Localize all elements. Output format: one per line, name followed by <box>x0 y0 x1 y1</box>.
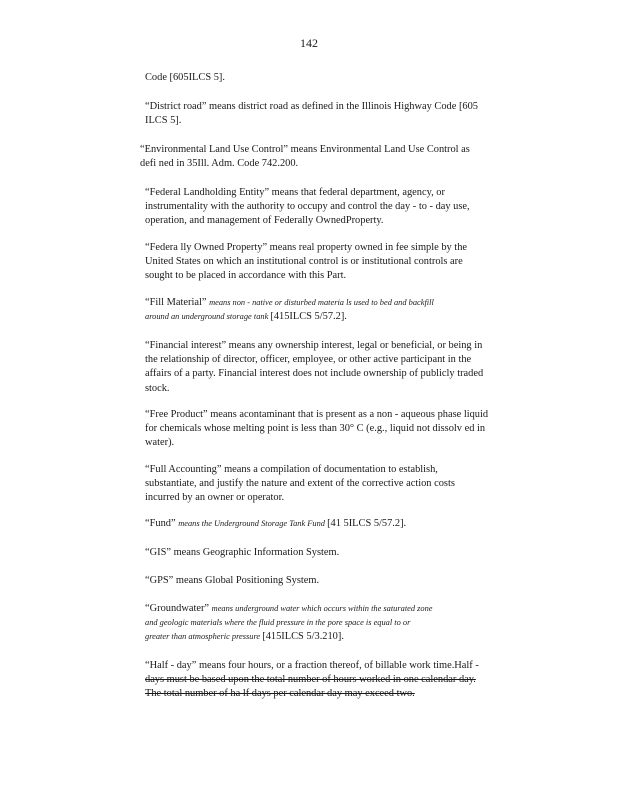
definition-paragraph <box>145 296 537 324</box>
definition-paragraph <box>145 546 537 560</box>
definition-paragraph <box>140 143 528 171</box>
definition-paragraph <box>145 463 537 506</box>
text-line <box>145 310 537 324</box>
text-line: incurred by an owner or operator. <box>145 492 285 504</box>
text-line: “Federa lly Owned Property” means real property owned in fee simple by the <box>145 242 468 253</box>
struck-segment: days must be based upon the total number of hours worked in one calendar day. <box>145 674 476 686</box>
text-line: “Financial interest” means any ownership interest, legal or beneficial, or being in <box>145 340 483 351</box>
text-line: operation, and management of Federally OwnedProperty. <box>145 215 384 227</box>
text-line: stock. <box>145 382 170 394</box>
definition-paragraph <box>145 241 537 284</box>
text-line: ILCS 5]. <box>145 115 182 127</box>
struck-segment: The total number of ha lf days per calendar day may exceed two. <box>145 688 415 700</box>
definition-paragraph <box>145 659 537 702</box>
text-line: “GPS” means Global Positioning System. <box>145 575 320 586</box>
text-line <box>145 517 537 531</box>
text-line: substantiate, and justify the nature and extent of the corrective action costs <box>145 478 455 490</box>
text-segment: [415ILCS 5/57.2]. <box>270 311 347 323</box>
text-segment: “Fill Material” <box>145 297 210 308</box>
text-line: “GIS” means Geographic Information System. <box>145 547 340 558</box>
italic-segment: and geologic materials where the fluid pressure in the pore space is equal to or <box>145 618 411 628</box>
text-line: the relationship of director, officer, employee, or other active participant in the <box>145 354 472 366</box>
italic-segment: means underground water which occurs within the saturated zone <box>211 604 433 613</box>
text-line: “Federal Landholding Entity” means that federal department, agency, or <box>145 187 445 198</box>
definition-paragraph <box>145 100 537 128</box>
definition-paragraph <box>145 186 537 229</box>
text-line <box>145 687 537 701</box>
definition-paragraph <box>145 339 537 396</box>
text-line <box>145 296 537 310</box>
definition-paragraph <box>145 602 537 645</box>
italic-segment: means non - native or disturbed materia ls used to bed and backfill <box>209 298 434 307</box>
text-segment: “Groundwater” <box>145 603 212 614</box>
text-line: sought to be placed in accordance with this Part. <box>145 270 347 282</box>
text-segment: “Half - day” means four hours, or a fraction thereof, of billable work time.Half - <box>145 660 479 671</box>
text-segment: [41 5ILCS 5/57.2]. <box>327 518 407 529</box>
text-line: “Environmental Land Use Control” means Environmental Land Use Control as <box>140 144 470 155</box>
text-line <box>145 659 537 673</box>
definition-paragraph <box>145 71 537 85</box>
text-line: United States on which an institutional control is or institutional controls are <box>145 256 463 268</box>
text-line: affairs of a party. Financial interest does not include ownership of publicly traded <box>145 368 484 380</box>
text-segment: “Fund” <box>145 518 179 529</box>
definition-paragraph <box>145 574 537 588</box>
page-number: 142 <box>300 36 318 50</box>
definition-paragraph <box>145 517 537 531</box>
text-line <box>145 602 537 616</box>
text-line <box>145 630 537 644</box>
text-line: water). <box>145 437 175 449</box>
definition-paragraph <box>145 408 537 451</box>
text-line: defi ned in 35Ill. Adm. Code 742.200. <box>140 158 299 170</box>
text-segment: [415ILCS 5/3.210]. <box>262 631 344 643</box>
text-line: Code [605ILCS 5]. <box>145 72 225 83</box>
text-line: instrumentality with the authority to occupy and control the day - to - day use, <box>145 201 470 213</box>
text-line: “District road” means district road as defined in the Illinois Highway Code [605 <box>145 101 478 112</box>
text-line: “Full Accounting” means a compilation of documentation to establish, <box>145 464 438 475</box>
italic-segment: means the Underground Storage Tank Fund <box>178 519 328 528</box>
italic-segment: around an underground storage tank <box>145 312 271 322</box>
text-line <box>145 673 537 687</box>
italic-segment: greater than atmospheric pressure <box>145 632 263 642</box>
text-line: for chemicals whose melting point is less than 30° C (e.g., liquid not dissolv ed in <box>145 423 486 435</box>
text-line <box>145 616 537 630</box>
text-line: “Free Product” means acontaminant that is present as a non - aqueous phase liquid <box>145 409 489 420</box>
